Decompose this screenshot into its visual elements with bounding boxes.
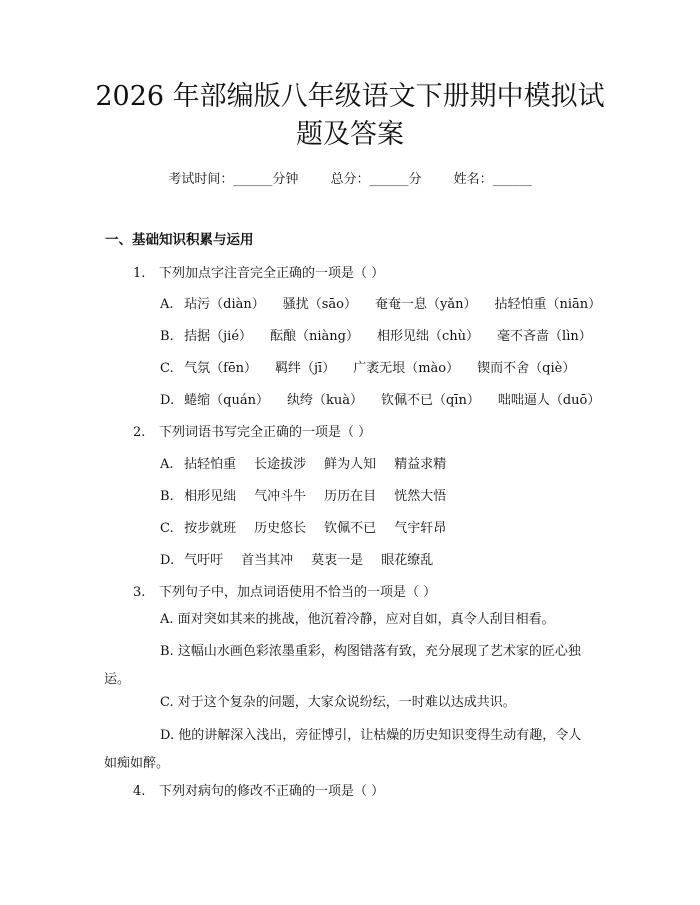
q1-option-d (160, 389, 618, 408)
q2-option-b (160, 485, 464, 504)
option-letter: D. (160, 553, 175, 568)
q2-option-a (160, 453, 464, 472)
option-item: 相形见绌 (184, 489, 237, 504)
option-item: 广袤无垠（mào） (353, 361, 460, 376)
option-text: 对于这个复杂的问题，大家众说纷纭，一时难以达成共识。 (177, 695, 516, 710)
option-item: 骚扰（sāo） (282, 297, 357, 312)
option-item: 毫不吝啬（lìn） (497, 329, 592, 344)
option-letter: C. (160, 695, 174, 710)
option-text: 他的讲解深入浅出，旁征博引，让枯燥的历史知识变得生动有趣，令人如痴如醉。 (104, 728, 582, 771)
q2-option-d (160, 549, 451, 568)
option-letter: D. (160, 393, 175, 408)
question-number: 2. (133, 425, 146, 440)
option-item: 钦佩不已（qīn） (380, 393, 480, 408)
q2-option-c (160, 517, 464, 536)
option-item: 鲜为人知 (324, 457, 377, 472)
option-item: 拈轻怕重 (184, 457, 237, 472)
option-item: 咄咄逼人（duō） (497, 393, 601, 408)
option-letter: D. (160, 728, 175, 743)
total-score-field: 总分：______分 (330, 172, 422, 187)
question-number: 4. (133, 784, 146, 799)
option-item: 拮据（jié） (184, 329, 253, 344)
option-item: 精益求精 (394, 457, 447, 472)
question-number: 1. (133, 266, 146, 281)
question-2 (133, 421, 371, 440)
option-letter: A. (160, 297, 174, 312)
option-item: 蜷缩（quán） (184, 393, 269, 408)
question-4 (133, 780, 384, 799)
q1-option-a (160, 293, 619, 312)
option-item: 历史悠长 (254, 521, 307, 536)
option-item: 气冲斗牛 (254, 489, 307, 504)
question-stem: 下列句子中，加点词语使用不恰当的一项是（ ） (159, 585, 437, 600)
question-stem: 下列加点字注音完全正确的一项是（ ） (159, 266, 385, 281)
section-heading: 一、基础知识积累与运用 (105, 232, 254, 248)
exam-time-field: 考试时间：______分钟 (168, 172, 299, 187)
option-item: 气宇轩昂 (394, 521, 447, 536)
option-letter: C. (160, 361, 174, 376)
exam-meta (0, 168, 700, 187)
option-item: 恍然大悟 (394, 489, 447, 504)
option-text: 这幅山水画色彩浓墨重彩，构图错落有致，充分展现了艺术家的匠心独运。 (104, 644, 581, 687)
option-item: 眼花缭乱 (381, 553, 434, 568)
option-letter: C. (160, 521, 174, 536)
option-item: 莫衷一是 (311, 553, 364, 568)
page-title: 2026 年部编版八年级语文下册期中模拟试题及答案 (95, 81, 605, 150)
question-stem: 下列对病句的修改不正确的一项是（ ） (159, 784, 385, 799)
q3-option-a (104, 606, 594, 634)
option-item: 长途拔涉 (254, 457, 307, 472)
option-item: 相形见绌（chù） (377, 329, 480, 344)
option-letter: B. (160, 644, 174, 659)
option-letter: A. (160, 457, 174, 472)
option-item: 拈轻怕重（niān） (494, 297, 602, 312)
student-name-field: 姓名：______ (453, 172, 532, 187)
question-1 (133, 262, 384, 281)
option-item: 首当其冲 (241, 553, 294, 568)
option-letter: A. (160, 612, 174, 627)
q3-option-b (104, 638, 594, 694)
q3-option-c (104, 689, 594, 717)
option-text: 面对突如其来的挑战，他沉着冷静，应对自如，真令人刮目相看。 (177, 612, 555, 627)
option-item: 气氛（fēn） (184, 361, 258, 376)
option-item: 奄奄一息（yǎn） (375, 297, 477, 312)
question-number: 3. (133, 585, 146, 600)
option-item: 锲而不舍（qiè） (477, 361, 576, 376)
question-3 (133, 581, 436, 600)
q1-option-b (160, 325, 610, 344)
q1-option-c (160, 357, 593, 376)
question-stem: 下列词语书写完全正确的一项是（ ） (159, 425, 372, 440)
option-item: 羁绊（jī） (275, 361, 336, 376)
option-item: 钦佩不已 (324, 521, 377, 536)
option-letter: B. (160, 329, 174, 344)
option-letter: B. (160, 489, 174, 504)
option-item: 酝酿（niàng） (270, 329, 360, 344)
option-item: 气吁吁 (184, 553, 224, 568)
option-item: 历历在目 (324, 489, 377, 504)
q3-option-d (104, 722, 594, 778)
option-item: 纨绔（kuà） (286, 393, 363, 408)
option-item: 玷污（diàn） (184, 297, 265, 312)
option-item: 按步就班 (184, 521, 237, 536)
